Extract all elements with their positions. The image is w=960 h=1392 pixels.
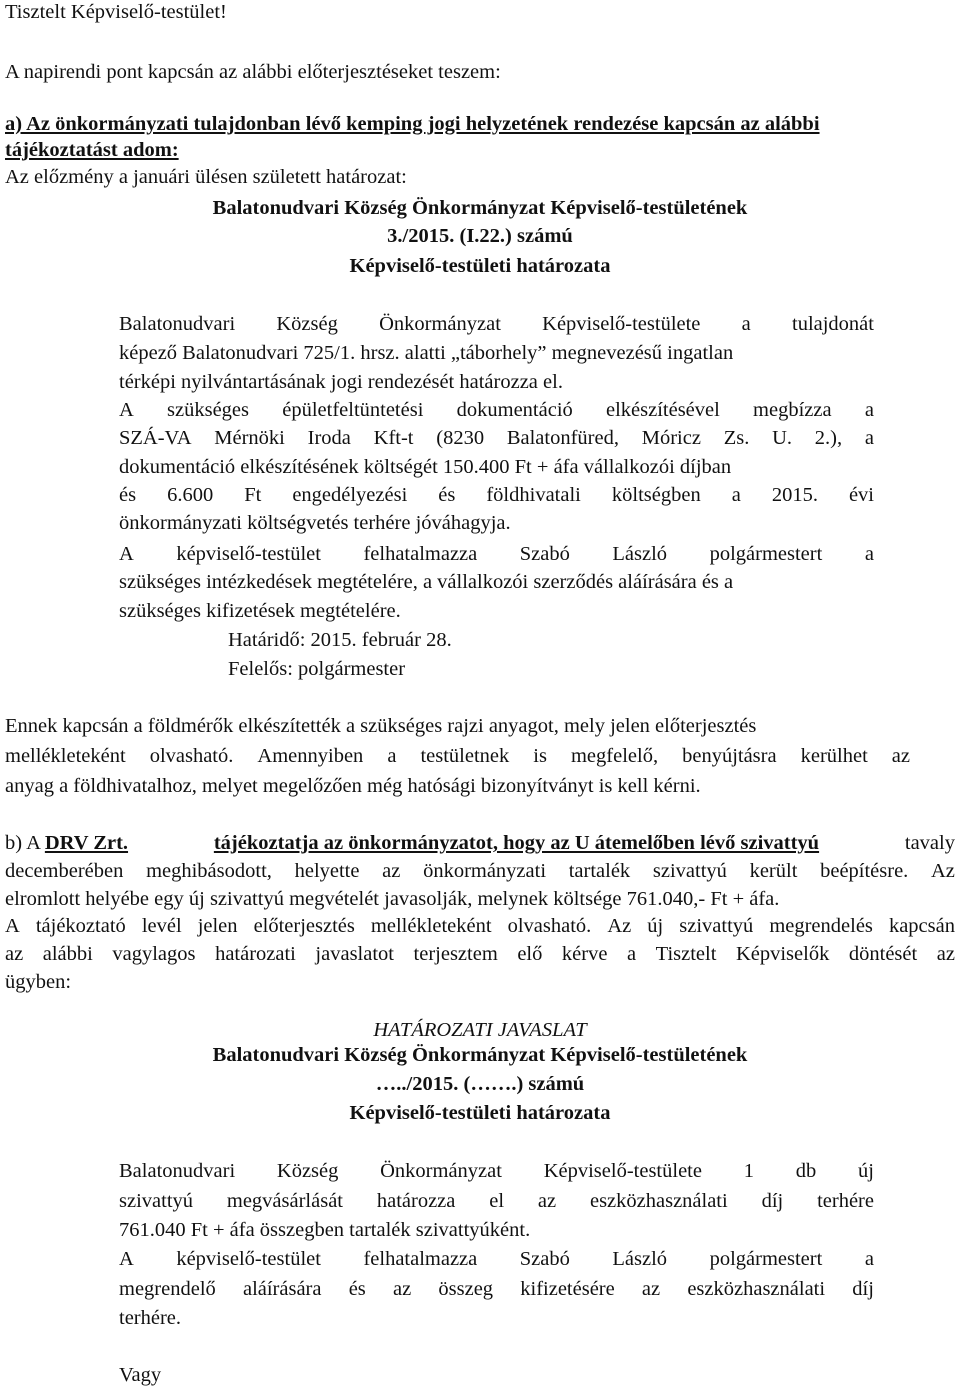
word: SZÁ-VA	[119, 427, 192, 449]
word: előterjesztés	[253, 915, 355, 937]
resolution-b-line: terhére.	[119, 1307, 182, 1329]
paragraph-line: elromlott helyébe egy új szivattyú megvételét javasolják, melynek költsége 761.040,- Ft + áfa.	[5, 888, 780, 910]
word: eszközhasználati	[687, 1278, 826, 1300]
word: Önkormányzat	[379, 313, 501, 335]
word: megfelelő,	[570, 745, 659, 767]
word: az	[891, 745, 910, 767]
word: jelen	[197, 915, 238, 937]
word: A	[119, 543, 134, 565]
word: az	[392, 1278, 412, 1300]
word: felhatalmazza	[363, 1248, 478, 1270]
word: el	[489, 1190, 505, 1212]
word: földhivatali	[486, 484, 581, 506]
resolution-a-title: Balatonudvari Község Önkormányzat Képviselő-testületének	[212, 197, 748, 219]
section-b-suffix: tavaly	[904, 832, 955, 854]
paragraph-line	[5, 944, 955, 965]
resolution-a-line	[119, 314, 874, 335]
word: az	[936, 943, 955, 965]
word: szivattyú	[679, 915, 754, 937]
word: levél	[141, 915, 182, 937]
word: az	[641, 1278, 661, 1300]
word: Balatonudvari	[119, 1160, 236, 1182]
word: decemberében	[5, 860, 124, 882]
word: A	[119, 399, 134, 421]
word: költségben	[611, 484, 701, 506]
section-a-heading-line1: a) Az önkormányzati tulajdonban lévő kemping jogi helyzetének rendezése kapcsán az alábbi	[5, 113, 820, 135]
resolution-b-title: Balatonudvari Község Önkormányzat Képviselő-testületének	[212, 1044, 748, 1066]
word: épületfeltüntetési	[282, 399, 424, 421]
word: dokumentáció	[456, 399, 573, 421]
word: és	[119, 484, 137, 506]
word: Szabó	[519, 543, 570, 565]
word: kapcsán	[888, 915, 955, 937]
word: elő	[517, 943, 543, 965]
resolution-a-line: szükséges intézkedések megtételére, a vállalkozói szerződés aláírására és a	[119, 571, 734, 593]
word: díj	[852, 1278, 874, 1300]
resolution-b-line	[119, 1249, 874, 1270]
antecedent-line: Az előzmény a januári ülésen született határozat:	[5, 166, 407, 188]
word: határozati	[215, 943, 296, 965]
word: mellékleteként	[5, 745, 126, 767]
resolution-a-subtitle: Képviselő-testületi határozata	[349, 255, 611, 277]
greeting: Tisztelt Képviselő-testület!	[5, 1, 227, 23]
word: Képviselő-testülete	[543, 1160, 702, 1182]
word: kérve	[561, 943, 608, 965]
paragraph-line	[5, 861, 955, 882]
deadline: Határidő: 2015. február 28.	[228, 629, 452, 651]
word: db	[795, 1160, 817, 1182]
word: Móricz	[641, 427, 701, 449]
word: László	[612, 1248, 668, 1270]
word: felhatalmazza	[363, 543, 478, 565]
word: Képviselő-testülete	[542, 313, 701, 335]
word: Tisztelt	[655, 943, 717, 965]
word: új	[857, 1160, 874, 1182]
word: polgármestert	[709, 1248, 823, 1270]
word: kerülhet	[800, 745, 868, 767]
word: eszközhasználati	[589, 1190, 728, 1212]
resolution-b-line	[119, 1279, 874, 1300]
word: határozza	[376, 1190, 456, 1212]
word: 6.600	[167, 484, 214, 506]
word: és	[348, 1278, 366, 1300]
word: Önkormányzat	[380, 1160, 502, 1182]
word: 1	[743, 1160, 754, 1182]
word: díj	[761, 1190, 784, 1212]
resolution-a-line	[119, 400, 874, 421]
responsible: Felelős: polgármester	[228, 658, 406, 680]
word: a	[626, 943, 637, 965]
word: aláírására	[242, 1278, 322, 1300]
resolution-a-line: képező Balatonudvari 725/1. hrsz. alatti „táborhely” megnevezésű ingatlan	[119, 342, 734, 364]
word: testületnek	[420, 745, 510, 767]
word: Ft	[244, 484, 262, 506]
word: polgármestert	[709, 543, 823, 565]
word: szükséges	[167, 399, 250, 421]
word: Az	[607, 915, 632, 937]
paragraph-line	[5, 746, 910, 767]
section-b-first-line	[5, 833, 955, 854]
word: László	[612, 543, 668, 565]
resolution-a-line: térképi nyilvántartásának jogi rendezését határozza el.	[119, 371, 563, 393]
resolution-a-line: dokumentáció elkészítésének költségét 150.400 Ft + áfa vállalkozói díjban	[119, 456, 732, 478]
resolution-b-subtitle: Képviselő-testületi határozata	[349, 1102, 611, 1124]
word: Zs.	[723, 427, 750, 449]
word: 2.),	[814, 427, 843, 449]
section-a-heading-line2: tájékoztatást adom:	[5, 139, 179, 161]
word: Község	[276, 313, 338, 335]
resolution-a-line	[119, 428, 874, 449]
word: alábbi	[42, 943, 93, 965]
paragraph-line: anyag a földhivatalhoz, melyet megelőzően még hatósági bizonyítványt is kell kérni.	[5, 775, 701, 797]
word: Az	[931, 860, 955, 882]
resolution-b-line: 761.040 Ft + áfa összegben tartalék szivattyúként.	[119, 1219, 531, 1241]
word: Kft-t	[373, 427, 414, 449]
word: a	[387, 745, 397, 767]
word: engedélyezési	[292, 484, 408, 506]
word: Iroda	[307, 427, 351, 449]
section-b-prefix: b) A	[5, 832, 45, 854]
resolution-b-number: …../2015. (…….) számú	[375, 1073, 585, 1095]
word: megrendelés	[769, 915, 873, 937]
word: új	[647, 915, 664, 937]
word: került	[749, 860, 798, 882]
word: Balatonfüred,	[506, 427, 619, 449]
resolution-a-line	[119, 485, 874, 506]
word: a	[731, 484, 741, 506]
word: Mérnöki	[214, 427, 285, 449]
word: tájékoztató	[35, 915, 126, 937]
word: az	[382, 860, 401, 882]
word: A	[5, 915, 20, 937]
resolution-b-line	[119, 1191, 874, 1212]
paragraph-line	[5, 916, 955, 937]
word: döntését	[848, 943, 918, 965]
word: szivattyú	[652, 860, 727, 882]
word: olvasható.	[149, 745, 234, 767]
word: vagylagos	[112, 943, 196, 965]
word: mellékleteként	[370, 915, 492, 937]
word: (8230	[436, 427, 485, 449]
resolution-b-line	[119, 1161, 874, 1182]
word: terhére	[817, 1190, 874, 1212]
word: az	[537, 1190, 557, 1212]
word: és	[438, 484, 456, 506]
word: a	[864, 399, 874, 421]
word: Balatonudvari	[119, 313, 236, 335]
word: beépítésre.	[820, 860, 909, 882]
resolution-a-line	[119, 544, 874, 565]
word: U.	[772, 427, 792, 449]
paragraph-line: ügyben:	[5, 971, 72, 993]
word: képviselő-testület	[176, 543, 321, 565]
word: tulajdonát	[792, 313, 874, 335]
word: összeg	[438, 1278, 494, 1300]
intro-line: A napirendi pont kapcsán az alábbi előterjesztéseket teszem:	[5, 61, 501, 83]
word: önkormányzati	[423, 860, 547, 882]
word: elkészítésével	[605, 399, 720, 421]
word: megvásárlását	[226, 1190, 343, 1212]
paragraph-line: Ennek kapcsán a földmérők elkészítették a szükséges rajzi anyagot, mely jelen előterjesztés	[5, 715, 757, 737]
company-name: DRV Zrt.	[44, 832, 129, 854]
word: megrendelő	[119, 1278, 216, 1300]
resolution-a-number: 3./2015. (I.22.) számú	[387, 225, 573, 247]
word: benyújtásra	[682, 745, 777, 767]
resolution-a-line: önkormányzati költségvetés terhére jóváhagyja.	[119, 512, 511, 534]
word: 2015.	[771, 484, 818, 506]
word: terjesztem	[413, 943, 498, 965]
word: Amennyiben	[257, 745, 364, 767]
word: képviselő-testület	[176, 1248, 321, 1270]
word: meghibásodott,	[146, 860, 272, 882]
word: a	[864, 543, 874, 565]
resolution-a-line: szükséges kifizetések megtételére.	[119, 600, 401, 622]
word: szivattyú	[119, 1190, 194, 1212]
word: kifizetésére	[520, 1278, 615, 1300]
proposal-heading: HATÁROZATI JAVASLAT	[373, 1019, 587, 1041]
alternative-label: Vagy	[119, 1364, 162, 1386]
word: Község	[276, 1160, 339, 1182]
word: a	[864, 427, 874, 449]
word: Szabó	[519, 1248, 570, 1270]
word: Képviselők	[735, 943, 830, 965]
word: A	[119, 1248, 134, 1270]
section-b-underlined: tájékoztatja az önkormányzatot, hogy az U átemelőben lévő szivattyú	[213, 832, 820, 854]
word: évi	[848, 484, 874, 506]
word: az	[5, 943, 24, 965]
word: helyette	[294, 860, 360, 882]
word: a	[741, 313, 751, 335]
word: megbízza	[753, 399, 832, 421]
word: olvasható.	[507, 915, 592, 937]
word: tartalék	[568, 860, 631, 882]
word: is	[533, 745, 547, 767]
word: a	[864, 1248, 874, 1270]
word: javaslatot	[315, 943, 394, 965]
